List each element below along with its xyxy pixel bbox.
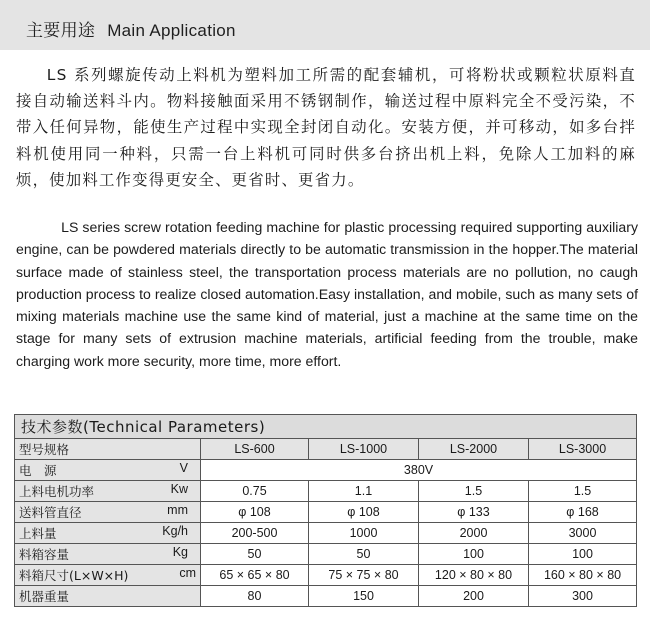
section-title-cn: 主要用途: [26, 21, 96, 41]
cell-value: φ 108: [201, 502, 309, 523]
cell-value: 300: [529, 586, 637, 607]
cell-value: LS-3000: [529, 439, 637, 460]
cell-value: 380V: [201, 460, 637, 481]
row-label: 料箱尺寸(L×W×H) cm: [15, 565, 201, 586]
cell-value: 200-500: [201, 523, 309, 544]
cell-value: 1.5: [419, 481, 529, 502]
cell-value: 2000: [419, 523, 529, 544]
cell-value: LS-600: [201, 439, 309, 460]
cell-value: φ 133: [419, 502, 529, 523]
cell-value: 1.5: [529, 481, 637, 502]
section-title-en: Main Application: [107, 21, 236, 40]
cell-value: 1.1: [309, 481, 419, 502]
table-title-row: [15, 415, 637, 439]
row-label: 上料电机功率 Kw: [15, 481, 201, 502]
table-row: [15, 565, 637, 586]
cell-value: 120 × 80 × 80: [419, 565, 529, 586]
cell-value: 100: [419, 544, 529, 565]
table-row: [15, 586, 637, 607]
row-unit: Kg: [172, 545, 188, 559]
cell-value: LS-1000: [309, 439, 419, 460]
table-row: [15, 544, 637, 565]
cell-value: LS-2000: [419, 439, 529, 460]
table-row: [15, 439, 637, 460]
row-label: 电 源 V: [15, 460, 201, 481]
cell-value: 75 × 75 × 80: [309, 565, 419, 586]
description-chinese: LS 系列螺旋传动上料机为塑料加工所需的配套辅机，可将粉状或颗粒状原料直接自动输送料斗内。物料接触面采用不锈钢制作，输送过程中原料完全不受污染，不带入任何异物，能使生产过程中实现全封闭自动化。安装方便，并可移动，如多台拌料机使用同一种料，只需一台上料机可同时供多台挤出机上料，免除人工加料的麻烦，使加料工作变得更安全、更省时、更省力。: [16, 66, 636, 189]
cell-value: 150: [309, 586, 419, 607]
row-label: 型号规格: [15, 439, 201, 460]
cell-value: 0.75: [201, 481, 309, 502]
table-title: 技术参数(Technical Parameters): [15, 415, 637, 439]
row-label: 上料量 Kg/h: [15, 523, 201, 544]
cell-value: 200: [419, 586, 529, 607]
table-row: [15, 523, 637, 544]
row-unit: V: [179, 461, 188, 475]
cell-value: φ 168: [529, 502, 637, 523]
row-unit: Kg/h: [162, 524, 188, 538]
cell-value: 65 × 65 × 80: [201, 565, 309, 586]
technical-parameters-table: [14, 414, 637, 607]
row-unit: cm: [179, 566, 196, 580]
row-unit: mm: [167, 503, 188, 517]
table-row: [15, 460, 637, 481]
cell-value: 1000: [309, 523, 419, 544]
row-unit: Kw: [170, 482, 188, 496]
cell-value: φ 108: [309, 502, 419, 523]
section-title: [26, 16, 236, 41]
cell-value: 3000: [529, 523, 637, 544]
row-label: 机器重量: [15, 586, 201, 607]
table-row: [15, 481, 637, 502]
cell-value: 50: [309, 544, 419, 565]
cell-value: 100: [529, 544, 637, 565]
cell-value: 50: [201, 544, 309, 565]
cell-value: 80: [201, 586, 309, 607]
cell-value: 160 × 80 × 80: [529, 565, 637, 586]
row-label: 送料管直径 mm: [15, 502, 201, 523]
section-header: [0, 0, 650, 50]
description-english: LS series screw rotation feeding machine for plastic processing required supporting auxiliary engine, can be powdered materials directly to be automatic transmission in the hopper.The material surface made of stainless steel, the transportation process materials are no pollution, no caugh production process to realize closed automation.Easy installation, and mobile, such as many sets of mixing materials machine use the same kind of material, just a machine at the same time on the stage for many sets of extrusion machine materials, artificial feeding from the trouble, make charging work more security, more time, more effort.: [16, 219, 638, 369]
row-label: 料箱容量 Kg: [15, 544, 201, 565]
table-row: [15, 502, 637, 523]
